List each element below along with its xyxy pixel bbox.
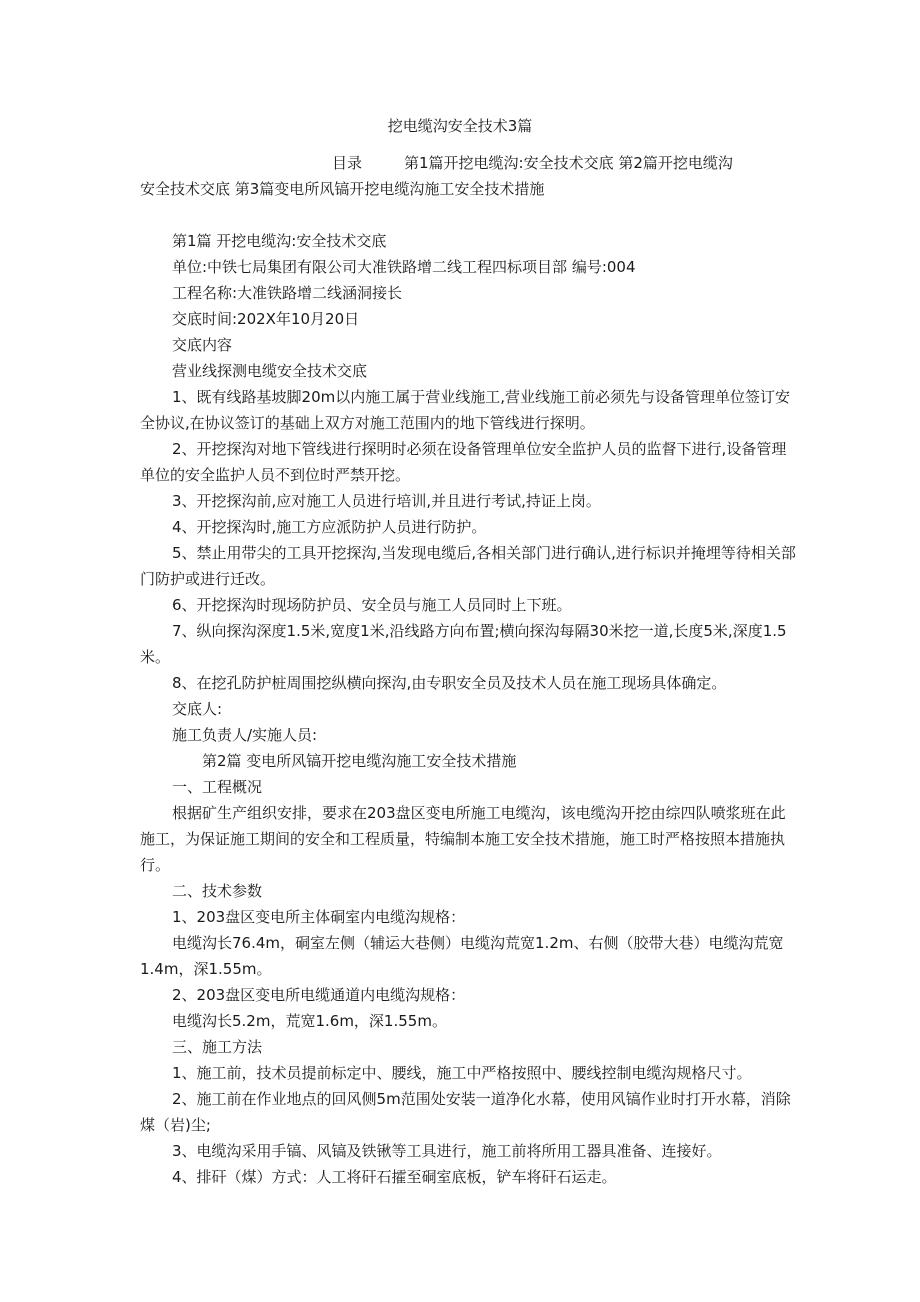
table-of-contents: [140, 150, 800, 202]
paragraph: 3、电缆沟采用手镐、风镐及铁锹等工具进行，施工前将所用工器具准备、连接好。: [172, 1142, 722, 1160]
paragraph: 7、纵向探沟深度1.5米,宽度1米,沿线路方向布置;横向探沟每隔30米挖一道,长度5米,深度1.5米。: [140, 622, 787, 666]
paragraph: 3、开挖探沟前,应对施工人员进行培训,并且进行考试,持证上岗。: [172, 492, 601, 510]
section-heading: 第2篇 变电所风镐开挖电缆沟施工安全技术措施: [202, 752, 517, 770]
paragraph: 2、施工前在作业地点的回风侧5m范围处安装一道净化水幕，使用风镐作业时打开水幕，消除煤（岩)尘;: [140, 1090, 791, 1134]
project-name-line: 工程名称:大准铁路增二线涵洞接长: [172, 284, 403, 302]
paragraph: 4、开挖探沟时,施工方应派防护人员进行防护。: [172, 518, 487, 536]
toc-label: 目录: [332, 154, 363, 172]
subsection-heading: 营业线探测电缆安全技术交底: [172, 362, 368, 380]
document-title: 挖电缆沟安全技术3篇: [387, 117, 533, 135]
paragraph: 1、施工前，技术员提前标定中、腰线，施工中严格按照中、腰线控制电缆沟规格尺寸。: [172, 1064, 752, 1082]
subsection-heading: 三、施工方法: [172, 1038, 263, 1056]
paragraph: 电缆沟长76.4m，硐室左侧（辅运大巷侧）电缆沟荒宽1.2m、右侧（胶带大巷）电缆沟荒宽1.4m，深1.55m。: [140, 934, 784, 978]
paragraph: 电缆沟长5.2m，荒宽1.6m，深1.55m。: [172, 1012, 447, 1030]
paragraph: 6、开挖探沟时现场防护员、安全员与施工人员同时上下班。: [172, 596, 572, 614]
toc-line-2: 安全技术交底 第3篇变电所风镐开挖电缆沟施工安全技术措施: [140, 180, 545, 198]
toc-line-1: [140, 150, 800, 176]
signature-line: 施工负责人/实施人员:: [172, 726, 318, 744]
paragraph: 2、203盘区变电所电缆通道内电缆沟规格：: [172, 986, 466, 1004]
subsection-heading: 一、工程概况: [172, 778, 263, 796]
toc-entries-1: 第1篇开挖电缆沟:安全技术交底 第2篇开挖电缆沟: [404, 154, 733, 172]
document-body: [140, 228, 800, 1190]
paragraph: 1、203盘区变电所主体硐室内电缆沟规格：: [172, 908, 466, 926]
paragraph: 1、既有线路基坡脚20m以内施工属于营业线施工,营业线施工前必须先与设备管理单位签订安全协议,在协议签订的基础上双方对施工范围内的地下管线进行探明。: [140, 388, 791, 432]
signature-line: 交底人:: [172, 700, 223, 718]
content-label: 交底内容: [172, 336, 233, 354]
paragraph: 5、禁止用带尖的工具开挖探沟,当发现电缆后,各相关部门进行确认,进行标识并掩埋等待相关部门防护或进行迁改。: [140, 544, 796, 588]
unit-line: 单位:中铁七局集团有限公司大准铁路增二线工程四标项目部 编号:004: [172, 258, 636, 276]
subsection-heading: 二、技术参数: [172, 882, 263, 900]
date-line: 交底时间:202X年10月20日: [172, 310, 360, 328]
paragraph: 8、在挖孔防护桩周围挖纵横向探沟,由专职安全员及技术人员在施工现场具体确定。: [172, 674, 727, 692]
paragraph: 4、排矸（煤）方式：人工将矸石攉至硐室底板，铲车将矸石运走。: [172, 1168, 617, 1186]
paragraph: 根据矿生产组织安排，要求在203盘区变电所施工电缆沟，该电缆沟开挖由综四队喷浆班在此施工，为保证施工期间的安全和工程质量，特编制本施工安全技术措施，施工时严格按照本措施执行。: [140, 804, 786, 874]
section-heading: 第1篇 开挖电缆沟:安全技术交底: [172, 232, 387, 250]
paragraph: 2、开挖探沟对地下管线进行探明时必须在设备管理单位安全监护人员的监督下进行,设备管理单位的安全监护人员不到位时严禁开挖。: [140, 440, 787, 484]
